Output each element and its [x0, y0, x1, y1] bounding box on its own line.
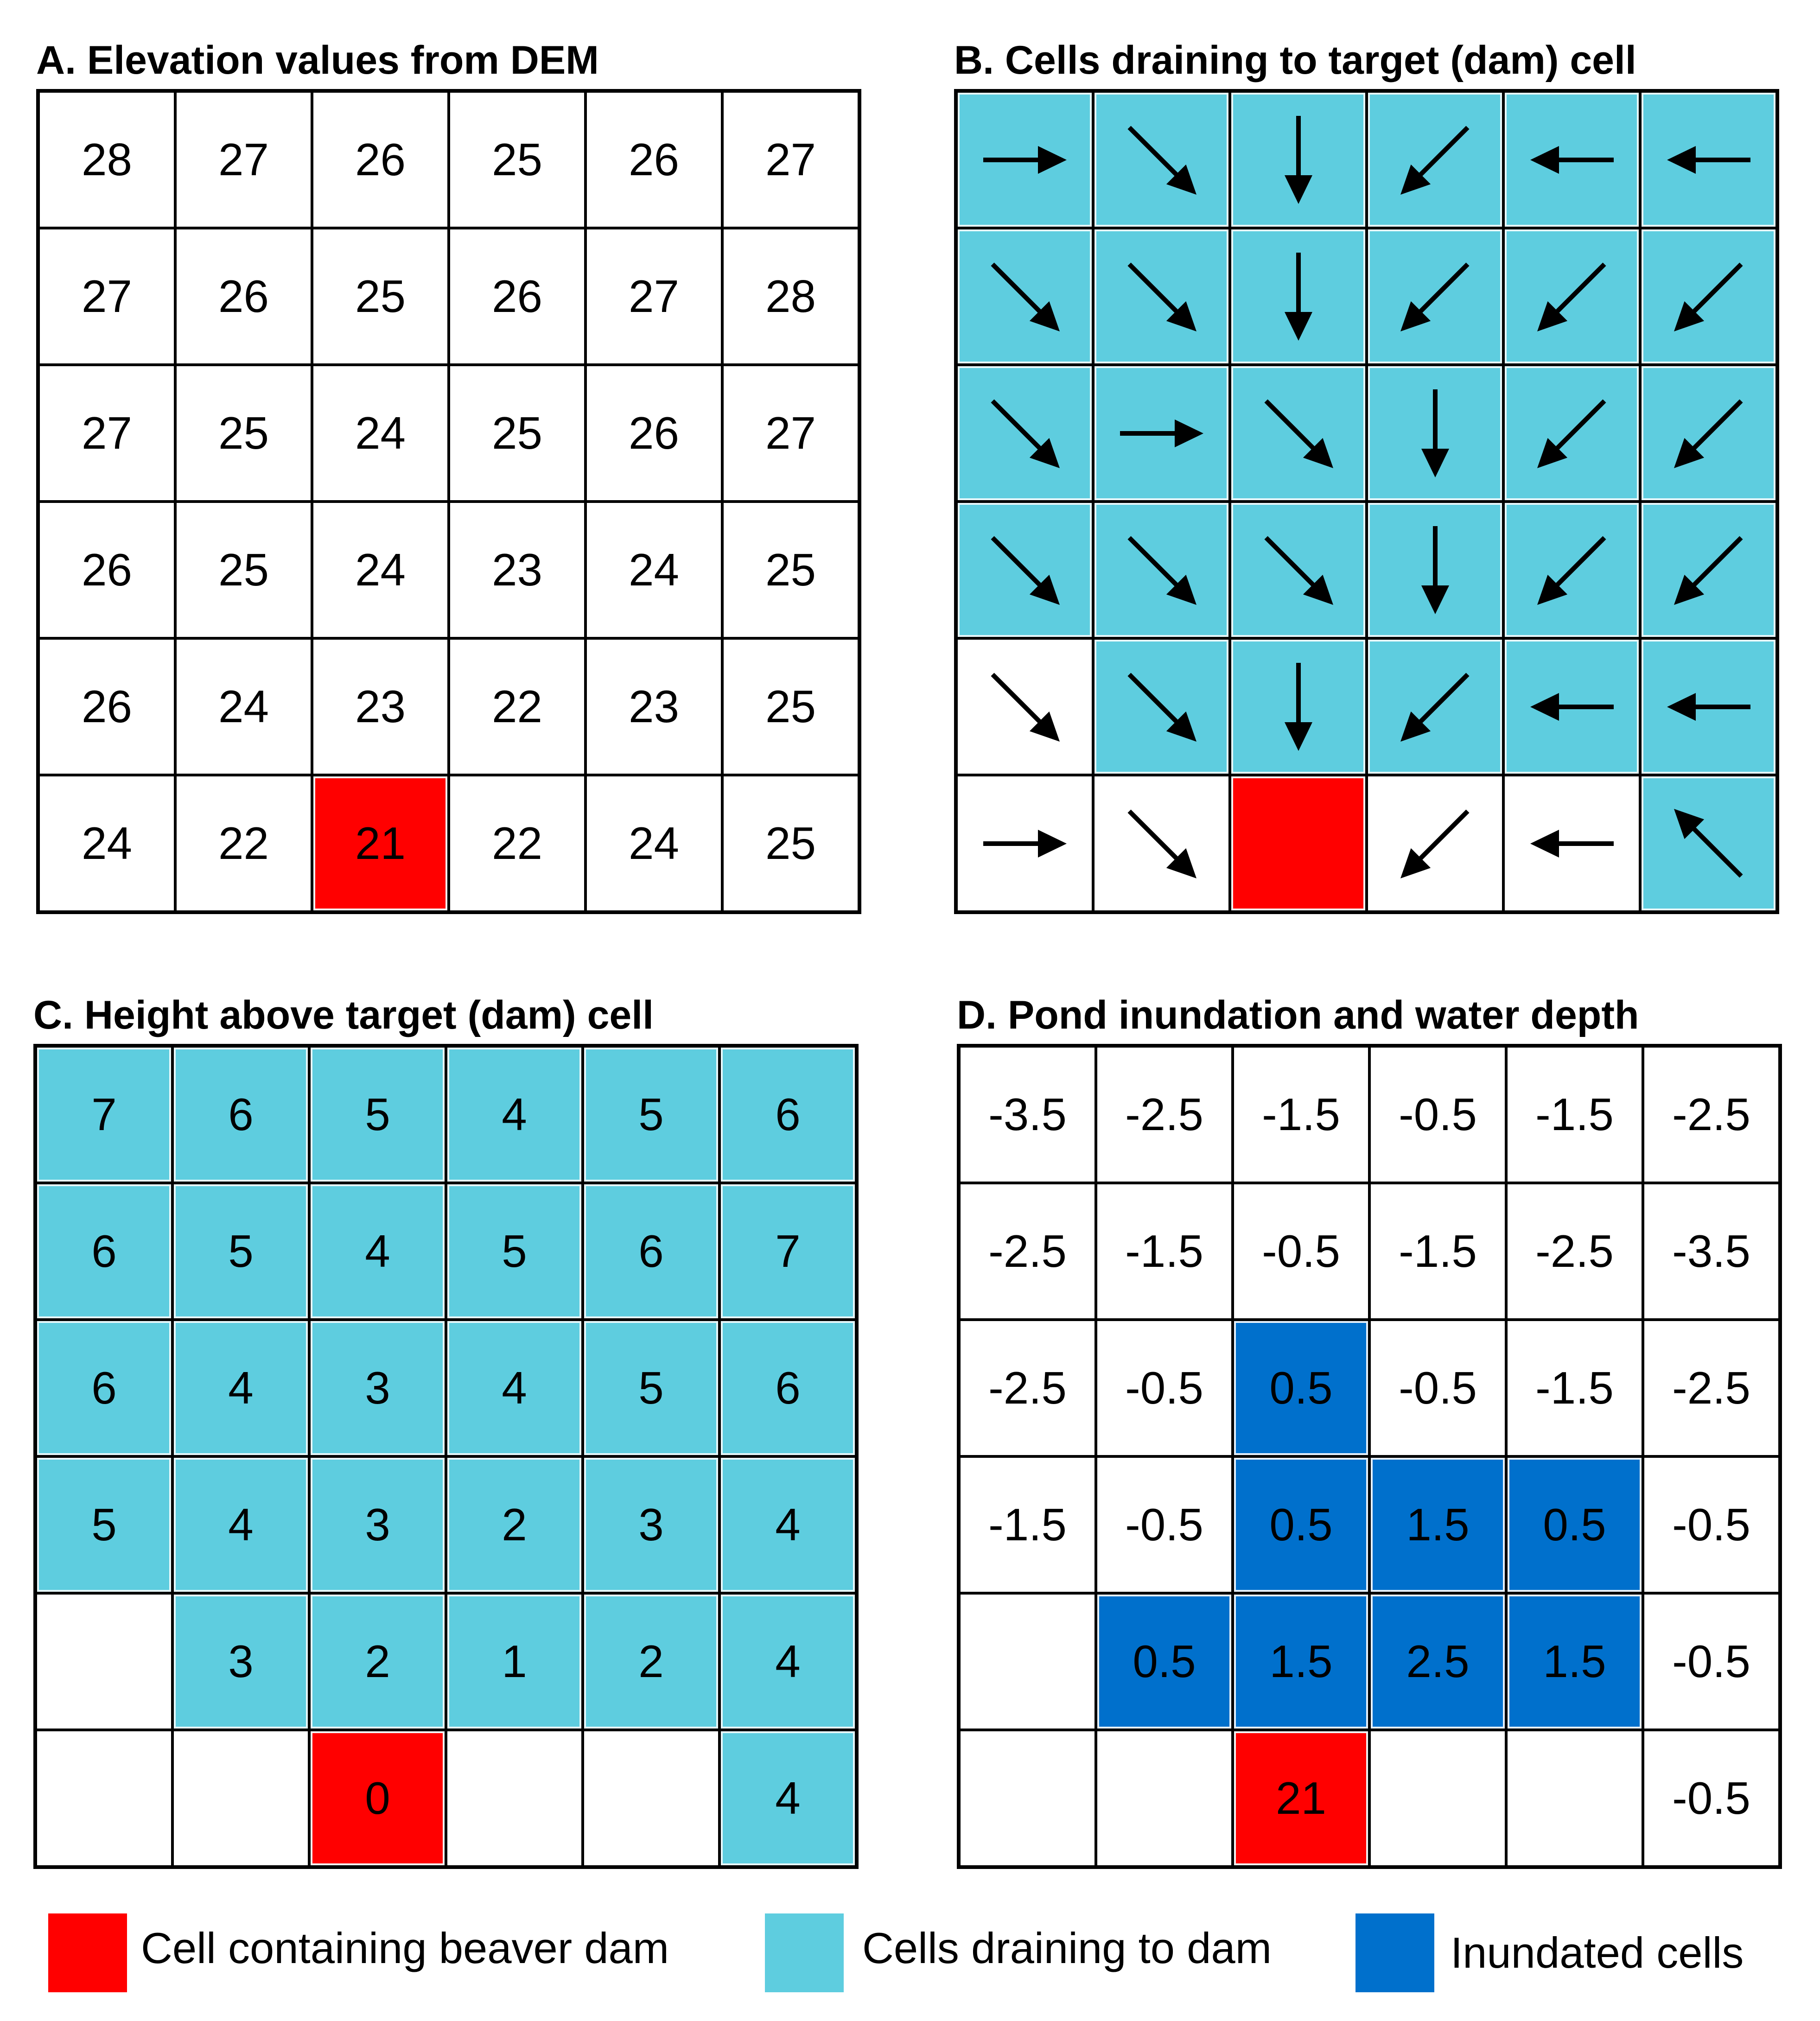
grid-cell: 1.5 — [1508, 1595, 1642, 1729]
grid-cell — [1368, 229, 1502, 363]
legend-label-dam: Cell containing beaver dam — [141, 1924, 669, 1972]
grid-cell: 1 — [447, 1595, 581, 1729]
grid-cell — [1505, 229, 1639, 363]
grid-cell: 22 — [450, 776, 584, 910]
grid-cell: -3.5 — [961, 1048, 1095, 1182]
grid-cell: 6 — [584, 1184, 718, 1318]
grid-cell: 5 — [584, 1048, 718, 1182]
grid-cell: 4 — [447, 1048, 581, 1182]
dam-cell: 0 — [311, 1731, 445, 1865]
grid-cell — [958, 503, 1092, 637]
arrow-south-icon — [1241, 239, 1356, 355]
grid-cell — [958, 776, 1092, 910]
panel-a-title: A. Elevation values from DEM — [36, 38, 599, 83]
grid-cell: -2.5 — [1644, 1048, 1778, 1182]
grid-cell: 0.5 — [1097, 1595, 1231, 1729]
grid-cell: 0.5 — [1508, 1458, 1642, 1592]
grid-cell: -0.5 — [1371, 1321, 1505, 1455]
grid-cell — [1642, 776, 1775, 910]
grid-cell: 4 — [311, 1184, 445, 1318]
arrow-southeast-icon — [1104, 102, 1220, 218]
grid-cell: 6 — [174, 1048, 308, 1182]
grid-cell — [1368, 776, 1502, 910]
grid-cell: 25 — [450, 93, 584, 227]
grid-cell: -2.5 — [961, 1184, 1095, 1318]
grid-cell — [1642, 366, 1775, 500]
grid-cell: -0.5 — [1234, 1184, 1368, 1318]
grid-cell: 4 — [721, 1595, 855, 1729]
arrow-south-icon — [1241, 649, 1356, 765]
grid-cell: -1.5 — [1371, 1184, 1505, 1318]
dam-cell — [1231, 776, 1365, 910]
grid-cell: 26 — [587, 366, 721, 500]
grid-cell: 25 — [724, 776, 858, 910]
grid-cell: 24 — [40, 776, 174, 910]
grid-cell: 27 — [724, 366, 858, 500]
grid-cell: 27 — [40, 366, 174, 500]
dam-cell: 21 — [313, 776, 447, 910]
grid-cell — [1095, 93, 1228, 227]
legend-label-drain: Cells draining to dam — [862, 1924, 1272, 1972]
grid-cell — [1231, 366, 1365, 500]
grid-cell: 4 — [174, 1458, 308, 1592]
grid-cell — [584, 1731, 718, 1865]
legend-swatch-inundated — [1355, 1913, 1434, 1992]
grid-cell: 1.5 — [1371, 1458, 1505, 1592]
grid-cell: -0.5 — [1644, 1731, 1778, 1865]
grid-cell: 26 — [313, 93, 447, 227]
grid-cell: -1.5 — [1234, 1048, 1368, 1182]
arrow-southwest-icon — [1514, 239, 1630, 355]
grid-cell: 25 — [177, 503, 311, 637]
grid-cell: 5 — [174, 1184, 308, 1318]
grid-cell: 6 — [37, 1184, 171, 1318]
grid-cell: 27 — [40, 229, 174, 363]
grid-cell: -0.5 — [1097, 1458, 1231, 1592]
grid-cell: -2.5 — [961, 1321, 1095, 1455]
grid-cell: 4 — [174, 1321, 308, 1455]
arrow-southeast-icon — [1104, 239, 1220, 355]
grid-cell: 25 — [724, 503, 858, 637]
grid-cell: 2 — [447, 1458, 581, 1592]
grid-cell: 27 — [587, 229, 721, 363]
arrow-east-icon — [1104, 375, 1220, 491]
grid-cell: 24 — [587, 503, 721, 637]
arrow-west-icon — [1651, 649, 1767, 765]
grid-cell: 4 — [721, 1731, 855, 1865]
grid-cell: 5 — [584, 1321, 718, 1455]
arrow-southwest-icon — [1651, 512, 1767, 628]
grid-cell: 5 — [37, 1458, 171, 1592]
flow-direction-grid — [954, 89, 1779, 914]
grid-cell: 0.5 — [1234, 1321, 1368, 1455]
grid-cell — [961, 1595, 1095, 1729]
grid-cell: 27 — [724, 93, 858, 227]
grid-cell: 28 — [40, 93, 174, 227]
grid-cell: 25 — [313, 229, 447, 363]
grid-cell — [37, 1731, 171, 1865]
grid-cell: 3 — [584, 1458, 718, 1592]
height-above-dam-grid — [33, 1044, 859, 1869]
elevation-grid — [36, 89, 861, 914]
grid-cell — [1368, 93, 1502, 227]
grid-cell: 6 — [37, 1321, 171, 1455]
arrow-southeast-icon — [967, 512, 1083, 628]
grid-cell: -1.5 — [1097, 1184, 1231, 1318]
grid-cell — [174, 1731, 308, 1865]
grid-cell — [1095, 640, 1228, 774]
grid-cell — [1505, 776, 1639, 910]
grid-cell: 24 — [177, 640, 311, 774]
grid-cell: -0.5 — [1644, 1458, 1778, 1592]
arrow-southwest-icon — [1377, 649, 1493, 765]
grid-cell: 6 — [721, 1048, 855, 1182]
grid-cell — [447, 1731, 581, 1865]
grid-cell: 2 — [311, 1595, 445, 1729]
arrow-southeast-icon — [1104, 786, 1220, 902]
grid-cell — [1368, 640, 1502, 774]
legend-label-inundated: Inundated cells — [1451, 1928, 1744, 1977]
grid-cell: 26 — [40, 640, 174, 774]
arrow-east-icon — [967, 102, 1083, 218]
grid-cell — [1368, 366, 1502, 500]
grid-cell — [1231, 229, 1365, 363]
grid-cell: 2.5 — [1371, 1595, 1505, 1729]
grid-cell: -2.5 — [1097, 1048, 1231, 1182]
grid-cell — [1505, 93, 1639, 227]
arrow-southeast-icon — [1241, 512, 1356, 628]
arrow-southeast-icon — [1241, 375, 1356, 491]
grid-cell: 23 — [313, 640, 447, 774]
grid-cell: 25 — [177, 366, 311, 500]
grid-cell — [1368, 503, 1502, 637]
legend-swatch-drain — [765, 1913, 844, 1992]
grid-cell: 22 — [177, 776, 311, 910]
grid-cell — [1642, 640, 1775, 774]
arrow-southwest-icon — [1377, 239, 1493, 355]
grid-cell: 26 — [177, 229, 311, 363]
grid-cell: 4 — [447, 1321, 581, 1455]
grid-cell: 7 — [37, 1048, 171, 1182]
arrow-southeast-icon — [1104, 512, 1220, 628]
grid-cell: -1.5 — [1508, 1321, 1642, 1455]
grid-cell — [958, 93, 1092, 227]
grid-cell — [1505, 640, 1639, 774]
grid-cell: -0.5 — [1371, 1048, 1505, 1182]
grid-cell — [958, 640, 1092, 774]
grid-cell: 3 — [174, 1595, 308, 1729]
grid-cell — [1642, 503, 1775, 637]
grid-cell — [1508, 1731, 1642, 1865]
grid-cell: 7 — [721, 1184, 855, 1318]
arrow-south-icon — [1241, 102, 1356, 218]
grid-cell: 5 — [447, 1184, 581, 1318]
arrow-southwest-icon — [1377, 102, 1493, 218]
grid-cell — [958, 366, 1092, 500]
arrow-west-icon — [1514, 649, 1630, 765]
grid-cell: 6 — [721, 1321, 855, 1455]
grid-cell — [1095, 229, 1228, 363]
grid-cell — [961, 1731, 1095, 1865]
arrow-southwest-icon — [1514, 512, 1630, 628]
grid-cell: 3 — [311, 1321, 445, 1455]
grid-cell: 5 — [311, 1048, 445, 1182]
grid-cell: 22 — [450, 640, 584, 774]
arrow-southeast-icon — [967, 375, 1083, 491]
panel-b-title: B. Cells draining to target (dam) cell — [954, 38, 1636, 83]
grid-cell: -1.5 — [961, 1458, 1095, 1592]
grid-cell: 2 — [584, 1595, 718, 1729]
arrow-northwest-icon — [1651, 786, 1767, 902]
grid-cell: -0.5 — [1644, 1595, 1778, 1729]
grid-cell — [1095, 776, 1228, 910]
panel-d-title: D. Pond inundation and water depth — [957, 993, 1639, 1037]
arrow-southeast-icon — [1104, 649, 1220, 765]
grid-cell: 26 — [450, 229, 584, 363]
grid-cell — [1371, 1731, 1505, 1865]
grid-cell — [1095, 366, 1228, 500]
grid-cell: 1.5 — [1234, 1595, 1368, 1729]
arrow-south-icon — [1377, 512, 1493, 628]
grid-cell: 27 — [177, 93, 311, 227]
grid-cell: 26 — [40, 503, 174, 637]
pond-depth-grid — [957, 1044, 1782, 1869]
panel-c-title: C. Height above target (dam) cell — [33, 993, 654, 1037]
grid-cell — [1505, 366, 1639, 500]
grid-cell — [1095, 503, 1228, 637]
dam-cell: 21 — [1234, 1731, 1368, 1865]
arrow-west-icon — [1514, 102, 1630, 218]
grid-cell: 23 — [587, 640, 721, 774]
grid-cell — [1642, 93, 1775, 227]
grid-cell: 3 — [311, 1458, 445, 1592]
grid-cell: 24 — [587, 776, 721, 910]
grid-cell — [1231, 503, 1365, 637]
arrow-west-icon — [1514, 786, 1630, 902]
grid-cell: 28 — [724, 229, 858, 363]
grid-cell — [1505, 503, 1639, 637]
grid-cell — [1231, 640, 1365, 774]
grid-cell: 25 — [724, 640, 858, 774]
arrow-west-icon — [1651, 102, 1767, 218]
legend-swatch-dam — [48, 1913, 127, 1992]
grid-cell — [1231, 93, 1365, 227]
grid-cell: 0.5 — [1234, 1458, 1368, 1592]
grid-cell: 4 — [721, 1458, 855, 1592]
grid-cell: 23 — [450, 503, 584, 637]
arrow-southwest-icon — [1514, 375, 1630, 491]
arrow-southwest-icon — [1651, 239, 1767, 355]
arrow-east-icon — [967, 786, 1083, 902]
arrow-southeast-icon — [967, 649, 1083, 765]
arrow-southeast-icon — [967, 239, 1083, 355]
grid-cell: -3.5 — [1644, 1184, 1778, 1318]
grid-cell — [1642, 229, 1775, 363]
arrow-southwest-icon — [1377, 786, 1493, 902]
arrow-southwest-icon — [1651, 375, 1767, 491]
grid-cell: 25 — [450, 366, 584, 500]
grid-cell: -1.5 — [1508, 1048, 1642, 1182]
grid-cell: 26 — [587, 93, 721, 227]
grid-cell: 24 — [313, 366, 447, 500]
grid-cell: -0.5 — [1097, 1321, 1231, 1455]
grid-cell: 24 — [313, 503, 447, 637]
arrow-south-icon — [1377, 375, 1493, 491]
grid-cell: -2.5 — [1508, 1184, 1642, 1318]
grid-cell: -2.5 — [1644, 1321, 1778, 1455]
grid-cell — [958, 229, 1092, 363]
grid-cell — [37, 1595, 171, 1729]
grid-cell — [1097, 1731, 1231, 1865]
